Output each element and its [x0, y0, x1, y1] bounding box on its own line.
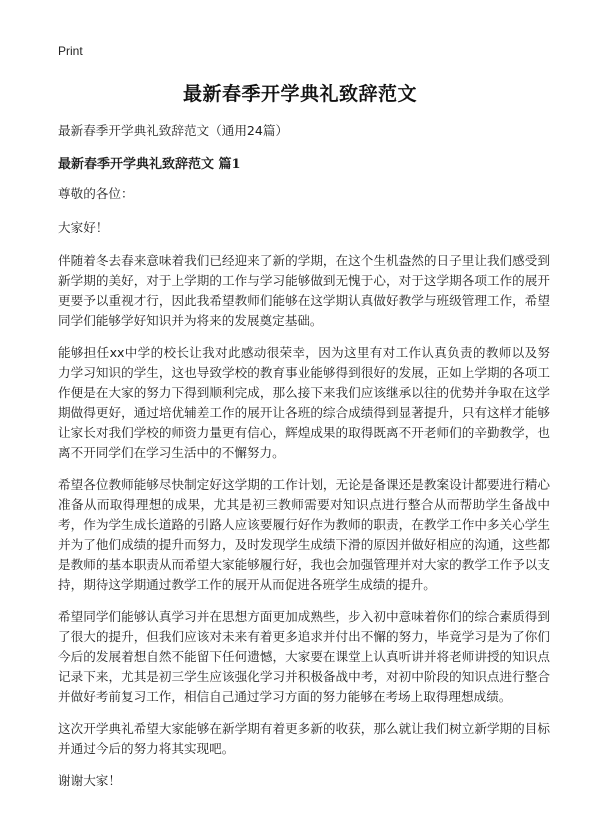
document-title: 最新春季开学典礼致辞范文 [182, 83, 417, 105]
paragraph: 这次开学典礼希望大家能够在新学期有着更多新的收获，那么就让我们树立新学期的目标并通过今后的努力将其实现吧。 [58, 721, 550, 756]
document-body [58, 121, 550, 791]
paragraph: 能够担任xx中学的校长让我对此感动很荣幸，因为这里有对工作认真负责的教师以及努力学习知识的学生，这也导致学校的教育事业能够得到很好的发展，正如上学期的各项工作便是在大家的努力下得到顺利完成，那么接下来我们应该继承以往的优势并争取在这学期做得更好，通过培优辅差工作的展开让各班的综合成绩得到显著提升，只有这样才能够让家长对我们学校的师资力量更有信心，辉煌成果的取得既离不开老师们的辛勤教学，也离不开同学们在学习生活中的不懈努力。 [58, 345, 550, 460]
greeting: 大家好！ [58, 220, 109, 235]
print-button[interactable]: Print [58, 44, 83, 58]
paragraph: 希望各位教师能够尽快制定好这学期的工作计划，无论是备课还是教案设计都要进行精心准备从而取得理想的成果，尤其是初三教师需要对知识点进行整合从而帮助学生备战中考，作为学生成长道路的引路人应该要履行好作为教师的职责，在教学工作中多关心学生并为了他们成绩的提升而努力，及时发现学生成绩下滑的原因并做好相应的沟通，这些都是教师的基本职责从而希望大家能够履行好，我也会加强管理并对大家的教学工作予以支持，期待这学期通过教学工作的展开从而促进各班学生成绩的提升。 [58, 477, 550, 592]
closing-remark: 谢谢大家！ [58, 773, 121, 788]
salutation: 尊敬的各位： [58, 186, 134, 201]
document-subtitle: 最新春季开学典礼致辞范文（通用24篇） [58, 123, 289, 138]
paragraph: 希望同学们能够认真学习并在思想方面更加成熟些，步入初中意味着你们的综合素质得到了很大的提升，但我们应该对未来有着更多追求并付出不懈的努力，毕竟学习是为了你们今后的发展着想自然不能留下任何遗憾，大家要在课堂上认真听讲并将老师讲授的知识点记录下来，尤其是初三学生应该强化学习并积极备战中考，对初中阶段的知识点进行整合并做好考前复习工作，相信自己通过学习方面的努力能够在考场上取得理想成绩。 [58, 609, 550, 704]
section-heading: 最新春季开学典礼致辞范文 篇1 [58, 157, 241, 172]
paragraph: 伴随着冬去春来意味着我们已经迎来了新的学期，在这个生机盎然的日子里让我们感受到新学期的美好，对于上学期的工作与学习能够做到无愧于心，对于这学期各项工作的展开更要予以重视才行，因此我希望教师们能够在这学期认真做好教学与班级管理工作，希望同学们能够学好知识并为将来的发展奠定基础。 [58, 253, 550, 328]
